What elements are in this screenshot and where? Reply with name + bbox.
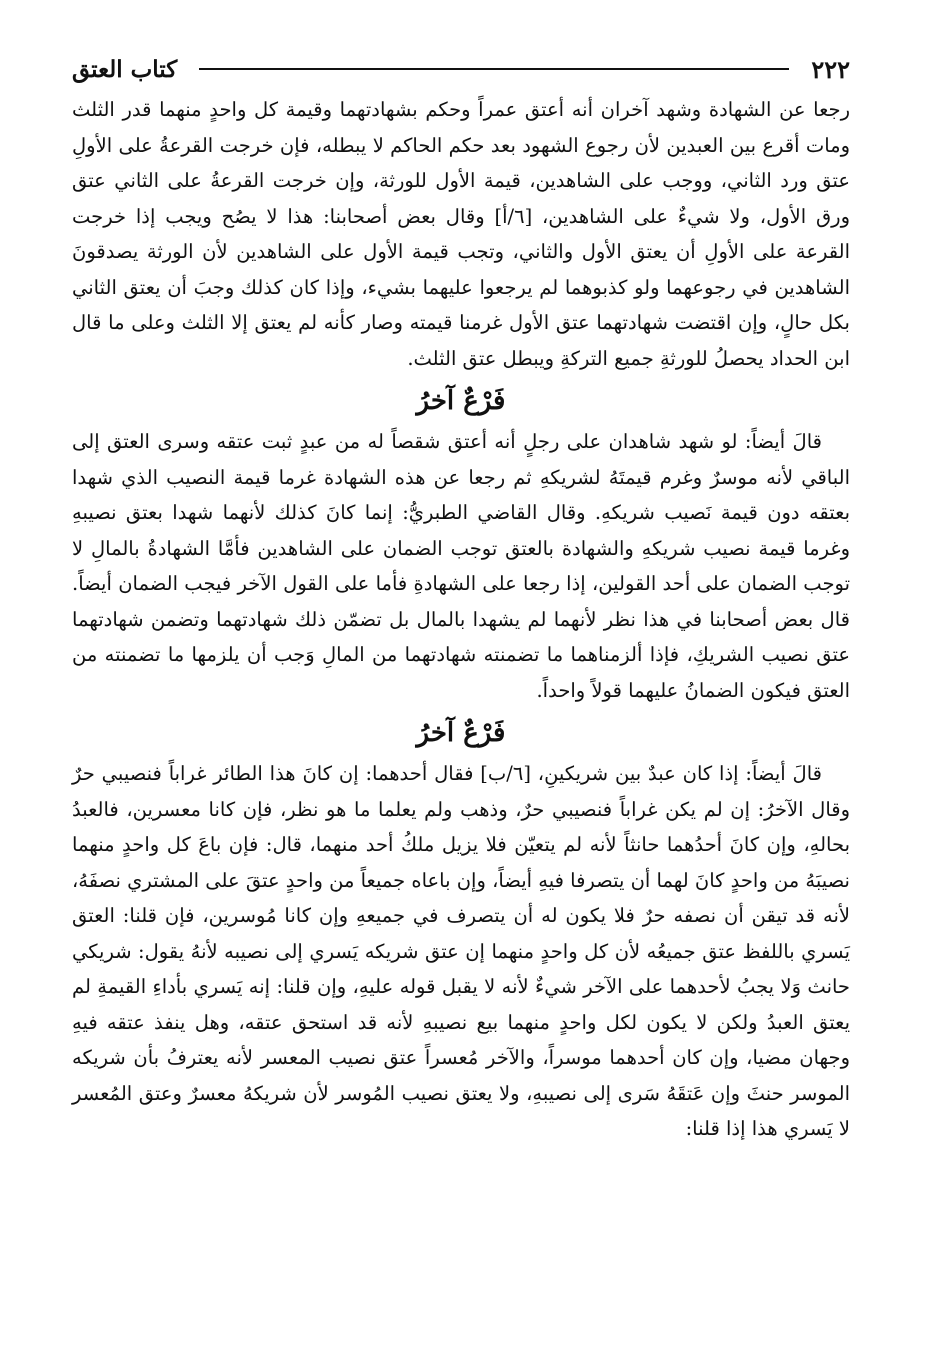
book-page <box>72 52 850 1362</box>
paragraph-1: رجعا عن الشهادة وشهد آخران أنه أعتق عمراً وحكم بشهادتهما وقيمة كل واحدٍ منهما قدر الثلث ومات أقرع بين العبدين لأن رجوع الشهود بعد حكم الحاكم لا يبطله، فإن خرجت القرعةُ على الأولِ عتق ورد الثاني، ووجب على الشاهدين، قيمة الأول للورثة، وإن خرجت القرعةُ على الثاني عتق ورق الأول، ولا شيءٌ على الشاهدين، [٦/أ] وقال بعض أصحابنا: هذا لا يصُح ويجب إذا خرجت القرعة على الأولِ أن يعتق الأول والثاني، وتجب قيمة الأول على الشاهدين لأن الورثة يصدقونَ الشاهدين في رجوعهما ولو كذبوهما لم يرجعوا عليهما بشيء، وإذا كان كذلك وجبَ أن يعتق الثاني بكل حالٍ، وإن اقتضت شهادتهما عتق الأول غرمنا قيمته وصار كأنه لم يعتق إلا الثلث وعلى ما قال ابن الحداد يحصلُ للورثةِ جميع التركةِ ويبطل عتق الثلث. <box>72 98 850 370</box>
section-heading-2: فَرْعٌ آخرُ <box>416 718 506 748</box>
section-heading-1: فَرْعٌ آخرُ <box>416 386 506 416</box>
paragraph-2: قالَ أيضاً: لو شهد شاهدان على رجلٍ أنه أعتق شقصاً له من عبدٍ ثبت عتقه وسرى العتق إلى الباقي لأنه موسرٌ وغرم قيمتَهُ لشريكهِ ثم رجعا عن هذه الشهادة غرما قيمة النصيب الذي شهدا بعتقه دون قيمة نَصيب شريكهِ. وقال القاضي الطبريُّ: إنما كانَ كذلك لأنهما شهدا بعتق نصيبهِ وغرما قيمة نصيب شريكهِ والشهادة بالعتق توجب الضمان على الشاهدين فأمَّا الشهادةُ بالمالِ لا توجب الضمان على أحد القولين، إذا رجعا على الشهادةِ فأما على القول الآخر فيجب الضمان أيضاً. قال بعض أصحابنا في هذا نظر لأنهما لم يشهدا بالمال بل تضمّن ذلك شهادتهما وتضمن شهادتهما عتق نصيب الشريكِ، فإذا ألزمناهما ما تضمنته شهادتهما من المالِ وَجب أن يلزمها ما تضمنته من العتق فيكون الضمانُ عليهما قولاً واحداً. <box>72 430 850 702</box>
book-title: كتاب العتق <box>72 55 178 83</box>
header-rule <box>199 68 789 70</box>
paragraph-3: قالَ أيضاً: إذا كان عبدٌ بين شريكينِ، [٦/ب] فقال أحدهما: إن كانَ هذا الطائر غراباً فنصيبي حرٌ وقال الآخرُ: إن لم يكن غراباً فنصيبي حرٌ، وذهب ولم يعلما ما هو نظر، فإن كانا معسرين، فالعبدُ بحالهِ، وإن كانَ أحدُهما حانثاً لأنه لم يتعيّن فلا يزيل ملكُ أحد منهما، قال: فإن باعَ كل واحدٍ منهما نصيبَهُ من واحدٍ كانَ لهما أن يتصرفا فيهِ أيضاً، وإن باعاه جميعاً من واحدٍ عتقَ على المشتري نصفَهُ، لأنه قد تيقن أن نصفه حرٌ فلا يكون له أن يتصرف في جميعهِ وإن كانا مُوسرين، فإن قلنا: العتق يَسري باللفظ عتق جميعُه لأن كل واحدٍ منهما إن عتق شريكه يَسري إلى نصيبه لأنهُ يقول: شريكي حانث وَلا يجبُ لأحدهما على الآخر شيءٌ لأنه لا يقبل قوله عليهِ، وإن قلنا: إنه يَسري بأداءِ القيمةِ لم يعتق العبدُ ولكن لا يكون لكل واحدٍ منهما بيع نصيبهِ لأنه قد استحق عتقه، وهل ينفذ عتقه فيهِ وجهان مضيا، وإن كان أحدهما موسراً، والآخر مُعسراً عتق نصيب المعسر لأنه يعترفُ بأن شريكه الموسر حنثَ وإن عَتقَهُ سَرى إلى نصيبهِ، ولا يعتق نصيب المُوسر لأن شريكهُ معسرٌ وعتق المُعسر لا يَسري هذا إذا قلنا: <box>72 762 850 1140</box>
running-header <box>72 52 850 86</box>
page-number: ٢٢٢ <box>811 54 850 84</box>
